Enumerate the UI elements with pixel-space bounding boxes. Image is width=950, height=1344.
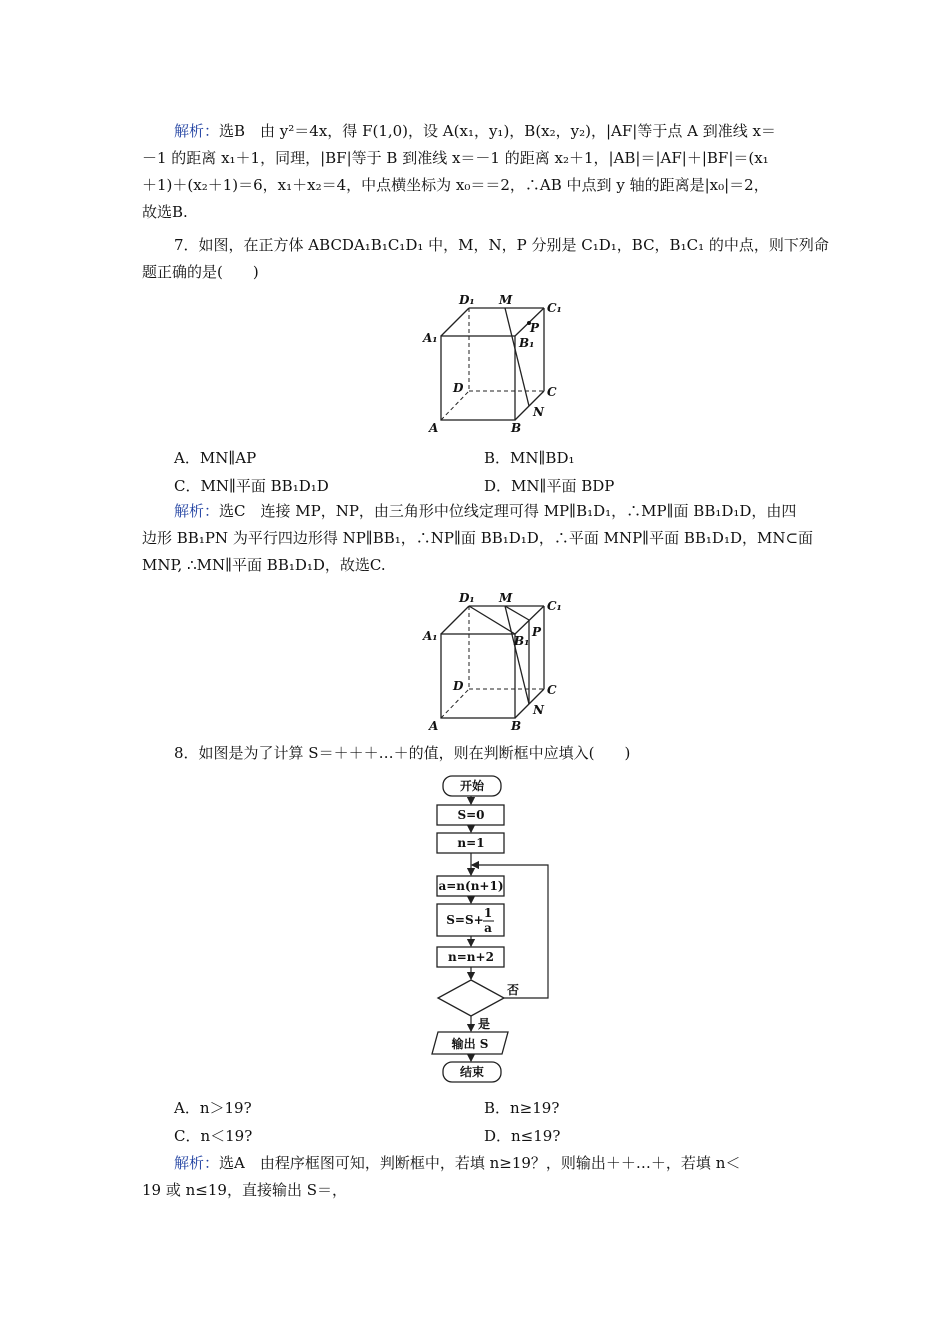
q8-solution-line-2: 19 或 n≤19，直接输出 S＝，	[142, 1181, 347, 1199]
label-B1: B₁	[519, 336, 535, 350]
q7-solution	[142, 498, 814, 579]
q7-stem	[142, 232, 829, 286]
s0-label: S=0	[457, 808, 485, 822]
q8-option-a: A．n＞19?	[174, 1099, 252, 1117]
label-P: P	[530, 321, 540, 335]
q7-solution-line-2: 边形 BB₁PN 为平行四边形得 NP∥BB₁，∴NP∥面 BB₁D₁D，∴平面 MNP∥平面 BB₁D₁D，MN⊂面	[142, 529, 814, 547]
label-M: M	[499, 293, 513, 307]
q8-solution-line-1: 解析：选A 由程序框图可知，判断框中，若填 n≥19？，则输出＋＋…＋，若填 n＜	[174, 1154, 741, 1172]
label-B: B	[511, 719, 522, 733]
q7-stem-line-1: 7．如图，在正方体 ABCDA₁B₁C₁D₁ 中，M，N，P 分别是 C₁D₁，BC，B₁C₁ 的中点，则下列命	[174, 236, 829, 254]
label-D: D	[453, 679, 464, 693]
label-D1: D₁	[459, 591, 475, 605]
yes-label: 是	[477, 1017, 491, 1031]
n1-label: n=1	[457, 836, 485, 850]
q8-option-b: B．n≥19?	[484, 1099, 560, 1117]
label-A: A	[429, 421, 439, 435]
assign-a-label: a=n(n+1)	[438, 879, 504, 893]
flowchart	[420, 770, 560, 1088]
update-s-label: S=S+	[446, 913, 484, 927]
update-n-label: n=n+2	[448, 950, 494, 964]
label-C1: C₁	[547, 599, 562, 613]
q8-option-c: C．n＜19?	[174, 1127, 253, 1145]
label-C1: C₁	[547, 301, 562, 315]
solution-label: 解析：	[174, 1154, 220, 1172]
end-label: 结束	[459, 1065, 485, 1079]
q8-option-d: D．n≤19?	[484, 1127, 561, 1145]
label-A1: A₁	[423, 331, 438, 345]
start-label: 开始	[459, 779, 485, 793]
q7-option-b: B．MN∥BD₁	[484, 449, 575, 467]
q8-stem	[142, 740, 810, 767]
frac-num: 1	[483, 906, 493, 920]
label-C: C	[547, 385, 557, 399]
solution-label: 解析：	[174, 502, 220, 520]
no-label: 否	[506, 983, 520, 997]
solution-label: 解析：	[174, 122, 220, 140]
label-C: C	[547, 683, 557, 697]
output-label: 输出 S	[451, 1037, 489, 1051]
cube-figure-2	[415, 588, 575, 736]
q6-solution	[142, 118, 810, 226]
label-P: P	[532, 625, 542, 639]
q7-solution-line-1: 解析：选C 连接 MP，NP，由三角形中位线定理可得 MP∥B₁D₁，∴MP∥面 BB₁D₁D，由四	[174, 502, 797, 520]
label-M: M	[499, 591, 513, 605]
label-A1: A₁	[423, 629, 438, 643]
frac-den: a	[484, 921, 492, 935]
q7-solution-line-3: MNP, ∴MN∥平面 BB₁D₁D，故选C.	[142, 556, 386, 574]
label-B1: B₁	[514, 634, 530, 648]
label-D1: D₁	[459, 293, 475, 307]
q7-stem-line-2: 题正确的是( )	[142, 263, 259, 281]
q7-option-c: C．MN∥平面 BB₁D₁D	[174, 477, 329, 495]
label-D: D	[453, 381, 464, 395]
q6-solution-line-1: 解析：选B 由 y²＝4x，得 F(1,0)，设 A(x₁，y₁)，B(x₂，y₂)，|AF|等于点 A 到准线 x＝	[174, 122, 776, 140]
q8-stem-line: 8．如图是为了计算 S＝＋＋＋…＋的值，则在判断框中应填入( )	[174, 744, 631, 762]
cube-figure-1	[415, 290, 575, 438]
label-N: N	[533, 405, 544, 419]
q8-solution	[142, 1150, 810, 1204]
q6-solution-line-3: ＋1)＋(x₂＋1)＝6，x₁＋x₂＝4，中点横坐标为 x₀＝＝2，∴AB 中点到 y 轴的距离是|x₀|＝2，	[142, 176, 769, 194]
q7-option-d: D．MN∥平面 BDP	[484, 477, 615, 495]
label-A: A	[429, 719, 439, 733]
q6-solution-line-4: 故选B.	[142, 203, 188, 221]
q7-option-a: A．MN∥AP	[174, 449, 257, 467]
label-N: N	[533, 703, 544, 717]
decision-diamond	[438, 980, 504, 1016]
label-B: B	[511, 421, 522, 435]
q6-solution-line-2: －1 的距离 x₁＋1，同理，|BF|等于 B 到准线 x＝－1 的距离 x₂＋1，|AB|＝|AF|＋|BF|＝(x₁	[142, 149, 769, 167]
